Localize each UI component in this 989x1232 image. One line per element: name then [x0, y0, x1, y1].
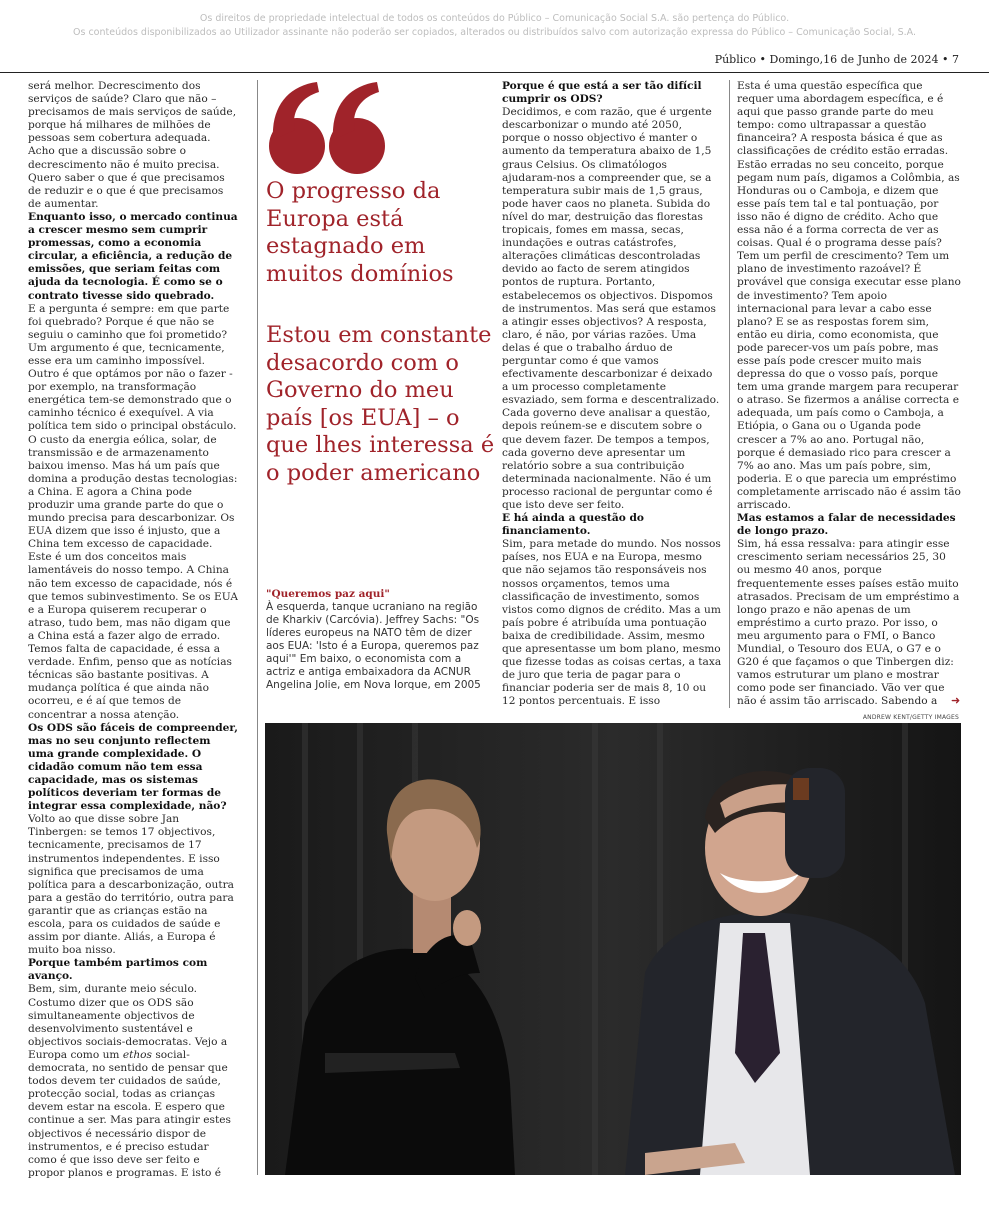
- paragraph: será melhor. Decrescimento dos serviços de saúde? Claro que não – precisamos de mais serviços de saúde, porque há milhares de milhões de pessoas sem cobertura adequada. Acho que a discussão sobre o decrescimento não é muito precisa. Quero saber o que é que precisamos de reduzir e o que é que precisamos de aumentar.: [28, 80, 237, 210]
- interview-question: Porque também partimos com avanço.: [28, 957, 208, 983]
- article-column-4: [737, 80, 961, 708]
- paragraph: Sim, para metade do mundo. Nos nossos países, nos EUA e na Europa, mesmo que não sejamos tão responsáveis nos nossos orçamentos, temos uma classificação de investimento, somos vistos como dignos de crédito. Mas a um país pobre é atribuída uma pontuação baixa de credibilidade. Assim, mesmo que apresentasse um bom plano, mesmo que fizesse todas as coisas certas, a taxa de juro que teria de pagar para o financiar poderia ser de mais 8, 10 ou 12 pontos percentuais. E isso: [502, 538, 722, 708]
- interview-question: Enquanto isso, o mercado continua a crescer mesmo sem cumprir promessas, como a economia circular, a eficiência, a redução de emissões, que seriam feitas com ajuda da tecnologia. É como se o contrato tivesse sido quebrado.: [28, 210, 238, 302]
- article-column-1: [28, 80, 238, 1180]
- article-photo: [265, 723, 961, 1175]
- paragraph: Decidimos, e com razão, que é urgente descarbonizar o mundo até 2050, porque o nosso objectivo é manter o aumento da temperatura abaixo de 1,5 graus Celsius. Os climatólogos ajudaram-nos a compreender que, se a temperatura subir mais de 1,5 graus, pode haver caos no planeta. Subida do nível do mar, destruição das florestas tropicais, fomes em massa, secas, inundações e outras catástrofes, alterações climáticas descontroladas devido ao facto de serem atingidos pontos de ruptura. Portanto, estabelecemos os objectivos. Dispomos de instrumentos. Mas será que estamos a atingir esses objectivos? A resposta, claro, é não, por várias razões. Uma delas é que o trabalho árduo de perguntar como é que vamos efectivamente descarbonizar é deixado a um processo completamente esvaziado, sem forma e descentralizado. Cada governo deve analisar a questão, depois reúnem-se e discutem sobre o que devem fazer. De tempos a tempos, cada governo deve apresentar um relatório sobre a sua contribuição determinada nacionalmente. Não é um processo racional de perguntar como é que isto deve ser feito.: [502, 106, 720, 511]
- interview-question: Porque é que está a ser tão difícil cumprir os ODS?: [502, 80, 702, 106]
- paragraph: Bem, sim, durante meio século. Costumo dizer que os ODS são simultaneamente objectivos de desenvolvimento sustentável e objectivos sociais-democratas. Vejo a Europa como um ethos social-democrata, no sentido de pensar que todos devem ter cuidados de saúde, protecção social, todas as crianças devem estar na escola. E espero que continue a ser. Mas para atingir estes objectivos é necessário dispor de instrumentos, e é preciso estudar como é que isso deve ser feito e propor planos e programas. E isto é: [28, 983, 231, 1179]
- pull-quote: O progresso da Europa está estagnado em muitos domínios: [266, 178, 454, 287]
- photo-illustration: [265, 723, 961, 1175]
- continue-arrow-icon: ➜: [951, 694, 961, 707]
- paragraph: Sim, há essa ressalva: para atingir esse crescimento seriam necessários 25, 30 ou mesmo 40 anos, porque frequentemente esses países estão muito atrasados. Precisam de um empréstimo a longo prazo e não apenas de um empréstimo a curto prazo. Por isso, o meu argumento para o FMI, o Banco Mundial, o Tesouro dos EUA, o G7 e o G20 é que façamos o que Tinbergen diz: vamos estruturar um plano e mostrar como pode ser financiado. Vão ver que não é assim tão arriscado. Sabendo a: [737, 538, 960, 708]
- paragraph: Volto ao que disse sobre Jan Tinbergen: se temos 17 objectivos, tecnicamente, precisamos de 17 instrumentos independentes. E isso significa que precisamos de uma política para a descarbonização, outra para a gestão do território, outra para garantir que as crianças estão na escola, para os cuidados de saúde e assim por diante. Aliás, a Europa é muito boa nisso.: [28, 813, 234, 957]
- header-rule: [0, 72, 989, 73]
- column-divider: [257, 80, 258, 1175]
- column-divider: [729, 80, 730, 708]
- quote-mark-icon: [265, 78, 395, 178]
- photo-credit: ANDREW KENT/GETTY IMAGES: [862, 714, 959, 721]
- article-column-3: [502, 80, 722, 708]
- copyright-line-2: Os conteúdos disponibilizados ao Utilizador assinante não poderão ser copiados, alterados ou distribuídos salvo com autorização expressa do Público – Comunicação Social, S.A.: [73, 27, 916, 38]
- paragraph: E a pergunta é sempre: em que parte foi quebrado? Porque é que não se seguiu o caminho que foi prometido? Um argumento é que, tecnicamente, esse era um caminho impossível. Outro é que optámos por não o fazer - por exemplo, na transformação energética tem-se demonstrado que o caminho técnico é exequível. A via política tem sido o principal obstáculo. O custo da energia eólica, solar, de transmissão e de armazenamento baixou imenso. Mas há um país que domina a produção destas tecnologias: a China. E agora a China pode produzir uma grande parte do que o mundo precisa para descarbonizar. Os EUA dizem que isso é injusto, que a China tem excesso de capacidade. Este é um dos conceitos mais lamentáveis do nosso tempo. A China não tem excesso de capacidade, nós é que temos subinvestimento. Se os EUA e a Europa quiserem recuperar o atraso, tudo bem, mas não digam que a China está a fazer algo de errado. Temos falta de capacidade, é essa a verdade. Enfim, penso que as notícias técnicas são bastante positivas. A mudança política é que ainda não ocorreu, e é aí que temos de concentrar a nossa atenção.: [28, 302, 238, 721]
- interview-question: E há ainda a questão do financiamento.: [502, 512, 644, 538]
- interview-question: Mas estamos a falar de necessidades de longo prazo.: [737, 512, 956, 538]
- pull-quote: Estou em constante desacordo com o Governo do meu país [os EUA] – o que lhes interessa é o poder americano: [266, 322, 495, 486]
- copyright-line-1: Os direitos de propriedade intelectual de todos os conteúdos do Público – Comunicação Social S.A. são pertença do Público.: [199, 13, 790, 24]
- caption-title: "Queremos paz aqui": [266, 588, 390, 600]
- interview-question: Os ODS são fáceis de compreender, mas no seu conjunto reflectem uma grande complexidade. O cidadão comum não tem essa capacidade, mas os sistemas políticos deveriam ter formas de integrar essa complexidade, não?: [28, 721, 238, 813]
- page-folio: Público • Domingo,16 de Junho de 2024 • 7: [714, 53, 959, 66]
- paragraph: Esta é uma questão específica que requer uma abordagem específica, e é aqui que passo grande parte do meu tempo: como ultrapassar a questão financeira? A resposta básica é que as classificações de crédito estão erradas. Estão erradas no seu conceito, porque pegam num país, digamos a Colômbia, as Honduras ou o Camboja, e dizem que esse país tem tal e tal pontuação, por isso não é digno de crédito. Acho que essa não é a forma correcta de ver as coisas. Qual é o programa desse país? Tem um perfil de crescimento? Tem um plano de investimento razoável? É provável que consiga executar esse plano de investimento? Tem apoio internacional para levar a cabo esse plano? E se as respostas forem sim, então eu diria, como economista, que pode parecer-vos um país pobre, mas esse país pode crescer muito mais depressa do que o vosso país, porque tem uma grande margem para recuperar o atraso. Se fizermos a análise correcta e adequada, um país como o Camboja, a Etiópia, o Gana ou o Uganda pode crescer a 7% ao ano. Portugal não, porque é demasiado rico para crescer a 7% ao ano. Mas um país pobre, sim, poderia. E o que parecia um empréstimo completamente arriscado não é assim tão arriscado.: [737, 80, 961, 511]
- photo-caption: À esquerda, tanque ucraniano na região de Kharkiv (Carcóvia). Jeffrey Sachs: "Os líderes europeus na NATO têm de dizer aos EUA: 'Isto é a Europa, queremos paz aqui'" Em baixo, o economista com a actriz e antiga embaixadora da ACNUR Angelina Jolie, em Nova Iorque, em 2005: [266, 601, 481, 691]
- copyright-notice: [0, 12, 989, 40]
